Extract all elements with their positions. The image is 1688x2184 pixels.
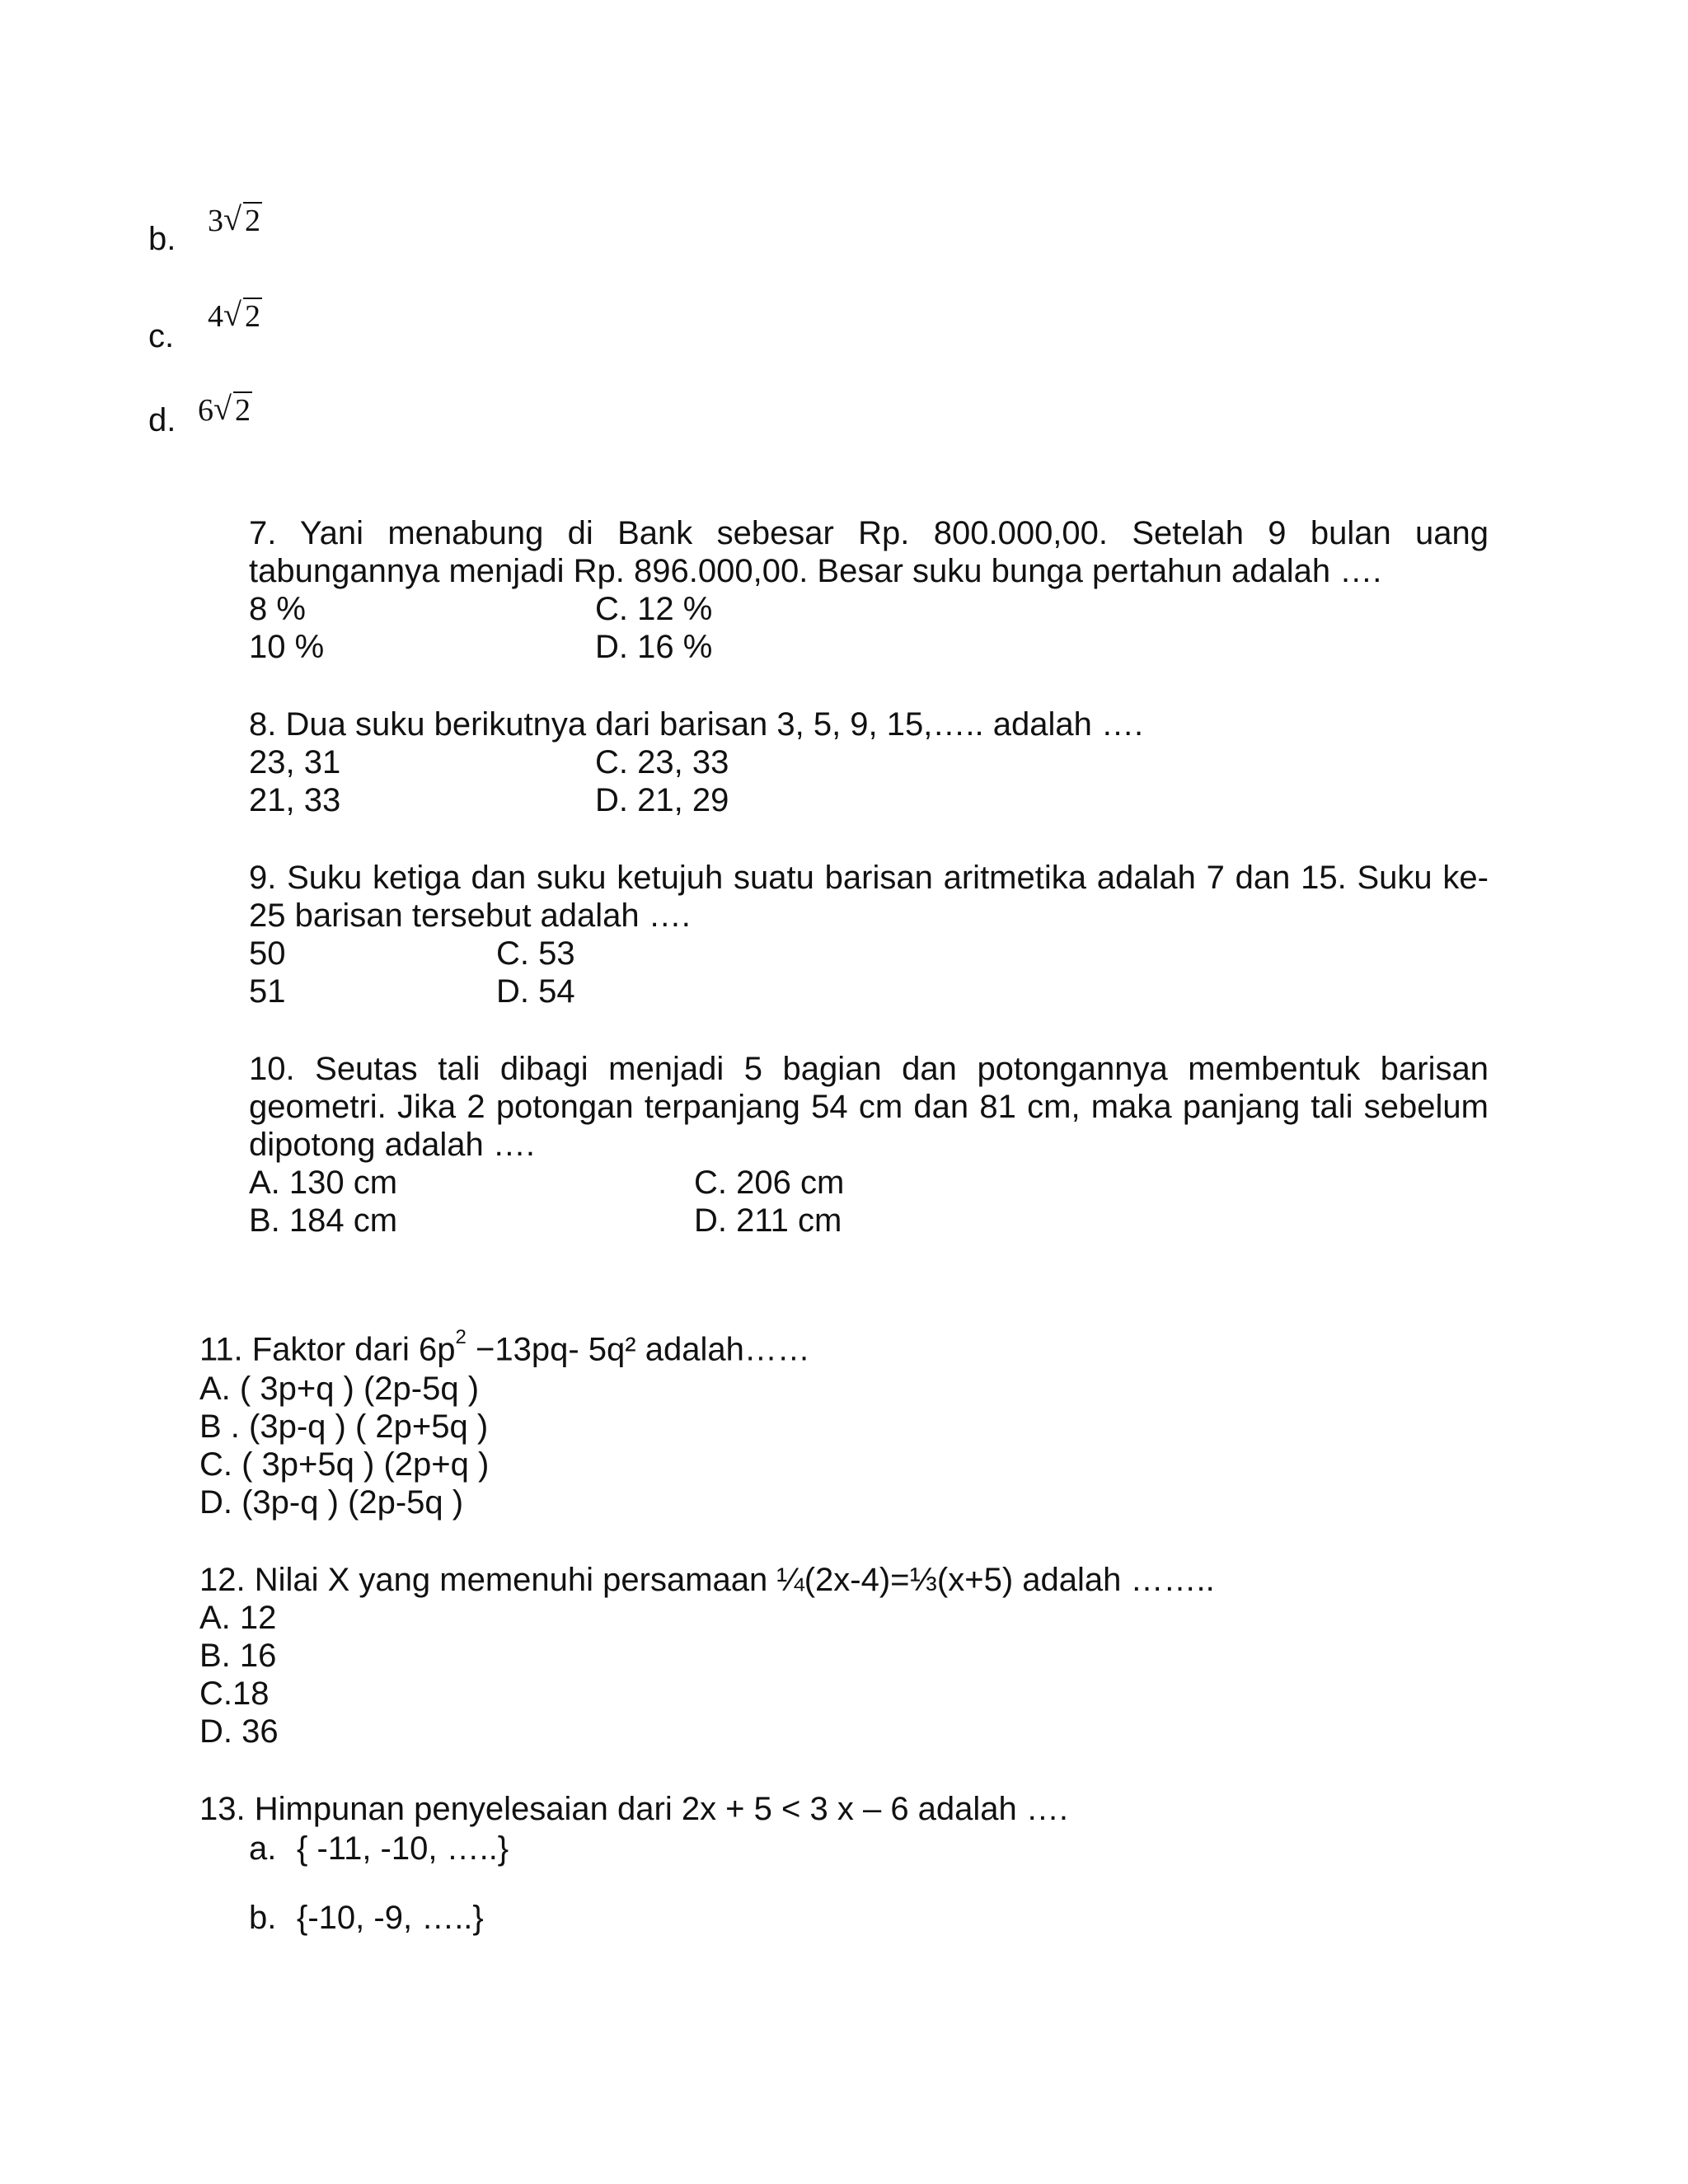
sqrt-symbol: √ 2	[223, 200, 260, 238]
answer-option: A. 12	[199, 1600, 277, 1636]
answer-option: 21, 33	[249, 782, 341, 818]
answer-option: D. 211 cm	[694, 1202, 842, 1239]
option-letter: a.	[249, 1830, 277, 1867]
answer-option: D. 21, 29	[595, 782, 729, 818]
question-text-end: −13pq- 5q² adalah……	[466, 1331, 810, 1368]
answer-option: D. 36	[199, 1713, 279, 1750]
question-text: 8. Dua suku berikutnya dari barisan 3, 5, 9, 15,….. adalah ….	[249, 706, 1144, 743]
answer-option: B. 184 cm	[249, 1202, 398, 1239]
answer-option: 23, 31	[249, 744, 341, 780]
answer-option: D. 54	[496, 973, 575, 1010]
exponent: 2	[455, 1326, 467, 1348]
option-math	[208, 298, 262, 335]
question-text: 9. Suku ketiga dan suku ketujuh suatu barisan aritmetika adalah 7 dan 15. Suku ke-25 barisan tersebut adalah ….	[249, 860, 1489, 934]
coefficient: 3	[208, 204, 223, 238]
option-letter: b.	[148, 221, 176, 257]
option-math	[198, 392, 252, 429]
option-letter: d.	[148, 402, 176, 438]
coefficient: 6	[198, 393, 213, 428]
answer-option: A. ( 3p+q ) (2p-5q )	[199, 1371, 480, 1407]
question-text: 7. Yani menabung di Bank sebesar Rp. 800.000,00. Setelah 9 bulan uang tabungannya menjadi Rp. 896.000,00. Besar suku bunga pertahun adalah ….	[249, 515, 1489, 589]
answer-option: 51	[249, 973, 286, 1010]
answer-option: 10 %	[249, 629, 325, 665]
option-letter: b.	[249, 1900, 277, 1936]
question-text: 12. Nilai X yang memenuhi persamaan ¼(2x-4)=⅓(x+5) adalah ……..	[199, 1562, 1215, 1598]
answer-option: C. 12 %	[595, 591, 713, 627]
option-letter: c.	[148, 318, 175, 354]
sqrt-symbol: √ 2	[213, 390, 251, 428]
answer-option: 50	[249, 935, 286, 972]
answer-option: C. 23, 33	[595, 744, 729, 780]
question-text: 13. Himpunan penyelesaian dari 2x + 5 < 3 x – 6 adalah ….	[199, 1791, 1069, 1827]
answer-option: B . (3p-q ) ( 2p+5q )	[199, 1408, 489, 1445]
radicand: 2	[245, 299, 260, 334]
question-text	[199, 1324, 810, 1368]
answer-option: {-10, -9, …..}	[297, 1900, 484, 1936]
question-text: 10. Seutas tali dibagi menjadi 5 bagian dan potongannya membentuk barisan geometri. Jika 2 potongan terpanjang 54 cm dan 81 cm, maka panjang tali sebelum dipotong adalah ….	[249, 1051, 1489, 1163]
answer-option: C.18	[199, 1675, 270, 1712]
answer-option: 8 %	[249, 591, 306, 627]
answer-option: B. 16	[199, 1638, 277, 1674]
coefficient: 4	[208, 299, 223, 334]
answer-option: { -11, -10, …..}	[297, 1830, 509, 1867]
radicand: 2	[235, 393, 251, 428]
radicand: 2	[245, 204, 260, 238]
answer-option: C. 53	[496, 935, 575, 972]
option-math	[208, 200, 262, 239]
question-text-start: 11. Faktor dari 6p	[199, 1331, 456, 1368]
answer-option: D. (3p-q ) (2p-5q )	[199, 1484, 464, 1521]
answer-option: A. 130 cm	[249, 1165, 398, 1201]
answer-option: D. 16 %	[595, 629, 713, 665]
answer-option: C. 206 cm	[694, 1165, 845, 1201]
answer-option: C. ( 3p+5q ) (2p+q )	[199, 1446, 490, 1483]
sqrt-symbol: √ 2	[223, 296, 260, 334]
